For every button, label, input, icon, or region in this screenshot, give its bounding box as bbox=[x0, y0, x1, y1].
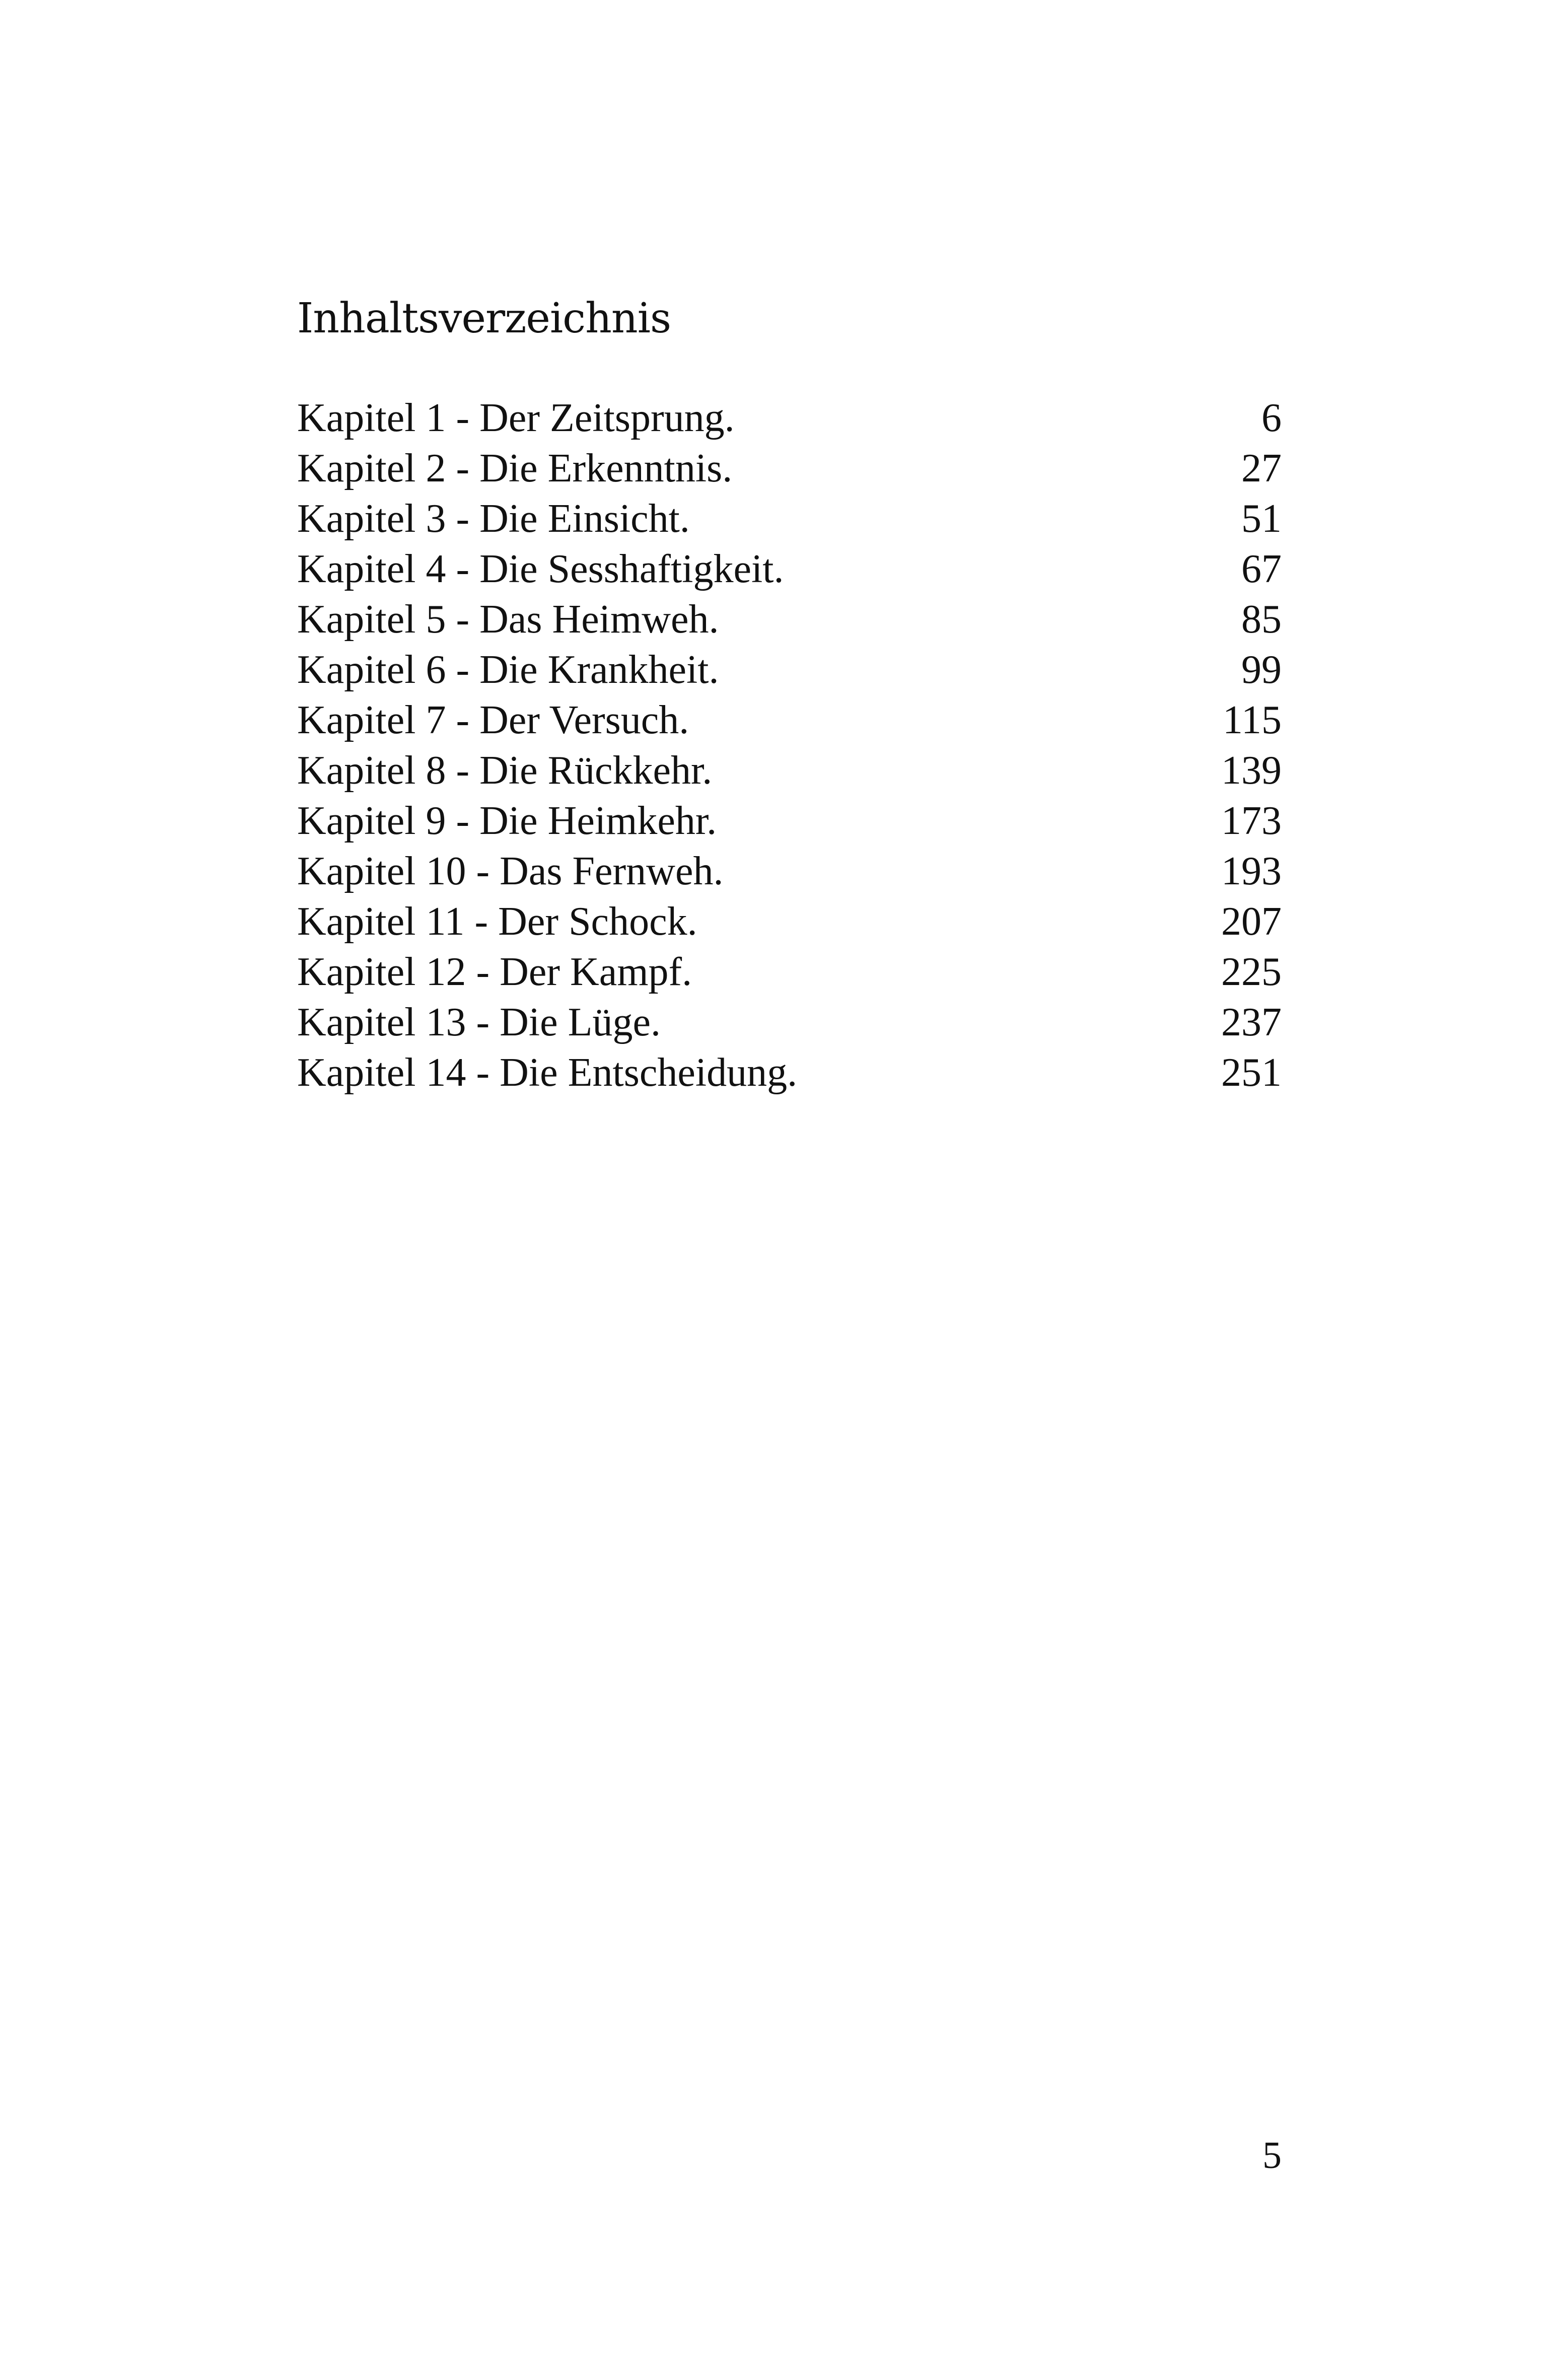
toc-entry-page: 67 bbox=[1241, 547, 1282, 591]
toc-entry bbox=[297, 997, 1282, 1047]
toc-entry-title: Kapitel 1 - Der Zeitsprung. bbox=[297, 396, 735, 440]
toc-entry-page: 51 bbox=[1241, 497, 1282, 541]
toc-entry-page: 173 bbox=[1221, 799, 1282, 843]
toc-entry-title: Kapitel 7 - Der Versuch. bbox=[297, 698, 689, 742]
toc-entry-page: 27 bbox=[1241, 446, 1282, 491]
toc-entry bbox=[297, 796, 1282, 846]
toc-entry bbox=[297, 645, 1282, 695]
toc-entry bbox=[297, 695, 1282, 745]
toc-entry-title: Kapitel 10 - Das Fernweh. bbox=[297, 849, 724, 893]
toc-entry-title: Kapitel 3 - Die Einsicht. bbox=[297, 497, 690, 541]
toc-entry bbox=[297, 1047, 1282, 1098]
toc-entry-title: Kapitel 5 - Das Heimweh. bbox=[297, 597, 719, 642]
toc-entry-page: 251 bbox=[1221, 1051, 1282, 1095]
toc-list bbox=[297, 393, 1282, 1098]
toc-entry-title: Kapitel 11 - Der Schock. bbox=[297, 899, 697, 944]
toc-entry-title: Kapitel 8 - Die Rückkehr. bbox=[297, 748, 713, 793]
toc-entry bbox=[297, 745, 1282, 796]
toc-entry-page: 115 bbox=[1222, 698, 1282, 742]
toc-heading: Inhaltsverzeichnis bbox=[297, 295, 671, 342]
toc-entry bbox=[297, 544, 1282, 594]
toc-entry bbox=[297, 443, 1282, 494]
toc-entry-page: 193 bbox=[1221, 849, 1282, 893]
toc-entry-title: Kapitel 13 - Die Lüge. bbox=[297, 1000, 661, 1044]
toc-entry-page: 225 bbox=[1221, 950, 1282, 994]
toc-entry-title: Kapitel 4 - Die Sesshaftigkeit. bbox=[297, 547, 784, 591]
toc-entry-title: Kapitel 9 - Die Heimkehr. bbox=[297, 799, 717, 843]
page-number: 5 bbox=[1262, 2134, 1282, 2177]
toc-entry-page: 85 bbox=[1241, 597, 1282, 642]
toc-entry-page: 237 bbox=[1221, 1000, 1282, 1044]
toc-entry-page: 139 bbox=[1221, 748, 1282, 793]
toc-entry-page: 99 bbox=[1241, 648, 1282, 692]
toc-entry-page: 207 bbox=[1221, 899, 1282, 944]
toc-entry bbox=[297, 594, 1282, 645]
toc-entry-title: Kapitel 14 - Die Entscheidung. bbox=[297, 1051, 798, 1095]
toc-entry-page: 6 bbox=[1261, 396, 1282, 440]
toc-entry bbox=[297, 846, 1282, 896]
toc-entry bbox=[297, 896, 1282, 947]
toc-entry bbox=[297, 494, 1282, 544]
toc-entry-title: Kapitel 2 - Die Erkenntnis. bbox=[297, 446, 733, 491]
toc-entry-title: Kapitel 6 - Die Krankheit. bbox=[297, 648, 719, 692]
toc-entry-title: Kapitel 12 - Der Kampf. bbox=[297, 950, 692, 994]
toc-entry bbox=[297, 947, 1282, 997]
toc-entry bbox=[297, 393, 1282, 443]
